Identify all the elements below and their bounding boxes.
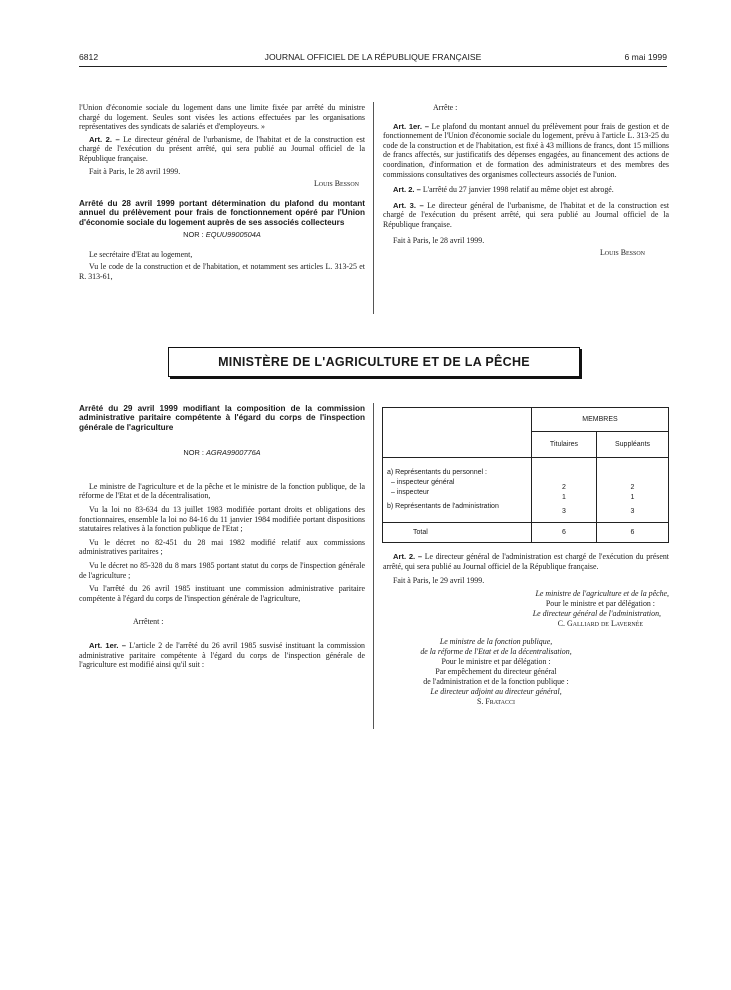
value: 2 [562,484,566,491]
total-suppleants: 6 [597,523,669,543]
table-header-suppleants: Suppléants [597,432,669,458]
members-table [382,407,669,543]
signature: C. Galliard de Lavernée [557,618,643,628]
paragraph: Vu le décret no 82-451 du 28 mai 1982 modifié relatif aux commissions administratives paritaires ; [79,537,365,557]
article-1: Art. 1er. – L'article 2 de l'arrêté du 26 avril 1985 susvisé instituant la commission administrative paritaire compétente à l'égard du corps de l'inspection générale de l'agriculture est modifié ainsi qu'il suit : [79,640,365,670]
table-header-membres: MEMBRES [532,408,669,432]
paragraph: Vu le code de la construction et de l'habitation, et notamment ses articles L. 313-25 et R. 313-61, [79,262,365,281]
decree-title: Arrêté du 29 avril 1999 modifiant la composition de la commission administrative paritaire compétente à l'égard du corps de l'inspection générale de l'agriculture [79,404,365,432]
table-row-labels [383,458,532,523]
label-inspecteur-general: – inspecteur général [391,479,455,486]
label-b: b) Représentants de l'administration [387,503,499,510]
signatory-title: de la réforme de l'Etat et de la décentralisation, [420,646,572,656]
fait-a-paris: Fait à Paris, le 29 avril 1999. [393,576,485,586]
paragraph: Vu l'arrêté du 26 avril 1985 instituant une commission administrative paritaire compétente à l'égard du corps de l'inspection générale de l'agriculture, [79,584,365,603]
paragraph: Vu le décret no 85-328 du 8 mars 1985 portant statut du corps de l'inspection générale de l'agriculture ; [79,560,365,580]
article-2: Art. 2. – Le directeur général de l'administration est chargé de l'exécution du présent arrêté, qui sera publié au Journal officiel de la République française. [383,552,669,571]
delegation: Pour le ministre et par délégation : [545,598,655,608]
ministry-title: MINISTÈRE DE L'AGRICULTURE ET DE LA PÊCHE [218,355,530,369]
table-row-total [383,523,669,543]
bottom-left-column [79,404,365,673]
nor-reference: NOR : EQUU9900504A [183,229,261,239]
label-total: Total [383,523,532,543]
article-1: Art. 1er. – Le plafond du montant annuel du prélèvement pour frais de gestion et de fonctionnement de l'Union d'économie sociale du logement, prévu à l'article L. 313-25 du code de la construction et de l'habitation, est fixé à 43 millions de francs, dont 15 millions de francs affectés, sur justificatifs des dépenses engagées, au financement des actions de coordination, d'information et de formation des administrateurs et des membres des commissions consultatives des organismes collecteurs associés de l'union. [383,121,669,179]
column-divider [373,102,374,314]
ministry-banner [168,347,580,377]
fait-a-paris: Fait à Paris, le 28 avril 1999. [393,235,485,245]
delegation: Pour le ministre et par délégation : [441,656,551,666]
table-cell [383,408,532,458]
value: 3 [562,508,566,515]
delegation: de l'administration et de la fonction publique : [423,676,569,686]
signature-block-2 [383,637,669,707]
arrete-heading: Arrête : [433,103,458,112]
nor-reference: NOR : AGRA9900776A [183,448,261,458]
issue-date: 6 mai 1999 [624,52,667,62]
paragraph: l'Union d'économie sociale du logement dans une limite fixée par arrêté du ministre chargé du logement. Seules sont visées les actions effectuées par les organisations représentatives des syndicats de salariés et d'employeurs. » [79,103,365,132]
suppleants-values [597,458,669,523]
journal-title: JOURNAL OFFICIEL DE LA RÉPUBLIQUE FRANÇAISE [264,52,482,62]
delegation: Par empêchement du directeur général [435,666,557,676]
signatory-title: Le directeur général de l'administration, [532,608,661,618]
signatory-title: Le directeur adjoint au directeur général, [430,686,562,696]
label-a: a) Représentants du personnel : [387,469,488,476]
fait-a-paris: Fait à Paris, le 28 avril 1999. [89,166,181,176]
signatory-title: Le ministre de la fonction publique, [439,636,553,646]
article-2: Art. 2. – Le directeur général de l'urbanisme, de l'habitat et de la construction est chargé de l'exécution du présent arrêté, qui sera publié au Journal officiel de la République française. [79,134,366,163]
value: 2 [630,484,635,491]
value: 3 [630,508,635,515]
paragraph: Vu la loi no 83-634 du 13 juillet 1983 modifiée portant droits et obligations des fonctionnaires, ensemble la loi no 84-16 du 11 janvier 1984 modifiée portant dispositions statutaires relatives à la fonction publique de l'Etat ; [79,505,365,534]
header-rule [79,66,667,67]
top-left-column [79,103,365,284]
article-2: Art. 2. – L'arrêté du 27 janvier 1998 relatif au même objet est abrogé. [393,185,614,195]
arretent-heading: Arrêtent : [133,617,164,627]
titulaires-values [532,458,597,523]
page-number: 6812 [79,52,99,62]
decree-title: Arrêté du 28 avril 1999 portant détermination du plafond du montant annuel du prélèvement pour frais de fonctionnement opéré par l'Union d'économie sociale du logement auprès de ses associés collecteurs [79,198,365,227]
table-row [383,408,669,432]
article-3: Art. 3. – Le directeur général de l'urbanisme, de l'habitat et de la construction est chargé de l'exécution du présent arrêté, qui sera publié au Journal officiel de la République française. [383,200,670,229]
signature: Louis Besson [599,248,645,258]
top-right-column [383,103,669,261]
paragraph: Le ministre de l'agriculture et de la pêche et le ministre de la fonction publique, de la réforme de l'Etat et de la décentralisation, [79,481,365,501]
label-inspecteur: – inspecteur [391,489,430,496]
value: 1 [630,494,635,501]
signature-block-1 [383,589,669,629]
signatory-title: Le ministre de l'agriculture et de la pêche, [535,588,669,598]
table-row [383,458,669,523]
total-titulaires: 6 [532,523,597,543]
page-header [79,52,667,66]
column-divider [373,403,374,729]
paragraph: Le secrétaire d'Etat au logement, [89,249,193,259]
signature: S. Fratacci [477,696,515,706]
bottom-right-column [383,552,669,707]
signature: Louis Besson [313,179,359,189]
value: 1 [562,494,566,501]
table-header-titulaires: Titulaires [532,432,597,458]
